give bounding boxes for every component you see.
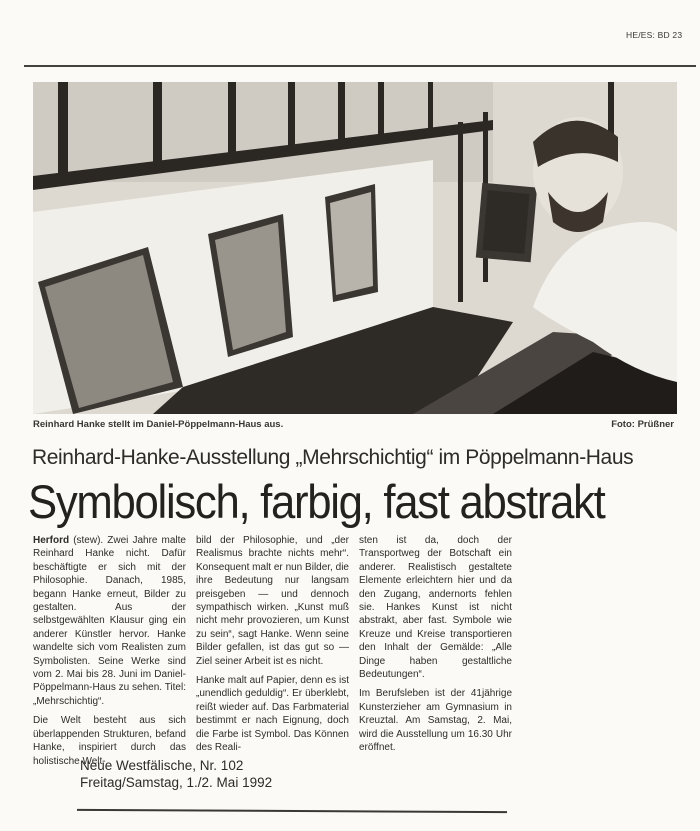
source-publication: Neue Westfälische, Nr. 102 — [80, 758, 244, 773]
photo-artist-gallery — [33, 82, 677, 414]
source-note — [80, 758, 272, 791]
page-reference: HE/ES: BD 23 — [626, 30, 683, 40]
article-photo — [33, 82, 677, 414]
article-kicker: Reinhard-Hanke-Ausstellung „Mehrschichtig“ im Pöppelmann-Haus — [32, 446, 634, 469]
article-paragraph: Die Welt besteht aus sich überlappenden Strukturen, befand Hanke, inspiriert durch das holistische Welt- — [33, 715, 186, 767]
source-date: Freitag/Samstag, 1./2. Mai 1992 — [80, 774, 273, 790]
photo-credit: Foto: Prüßner — [611, 419, 674, 430]
article-column-1 — [33, 534, 186, 774]
photo-caption: Reinhard Hanke stellt im Daniel-Pöppelmann-Haus aus. — [33, 419, 284, 430]
top-rule — [24, 65, 696, 67]
paragraph-text: (stew). Zwei Jahre malte Reinhard Hanke nicht. Dafür beschäftigte er sich mit der Philosophie. Danach, 1985, begann Hanke erneut, Bilder zu gestalten. Aus der selbstgewählten Klausur ging ein anderer Künstler hervor. Hanke wandelte sich vom Realisten zum Symbolisten. Seine Werke sind vom 2. Mai bis 28. Juni im Daniel-Pöppelmann-Haus zu sehen. Titel: „Mehrschichtig“. — [33, 535, 186, 707]
article-column-3 — [359, 534, 512, 774]
article-paragraph: sten ist da, doch der Transportweg der Botschaft ein anderer. Realistisch gestaltete Elemente erleichtern hier und da den Zugang, andernorts fehlen sie. Hankes Kunst ist nicht abstrakt, aber fast. Symbole wie Kreuze und Kreise transportieren den Inhalt der Gemälde: „Alle Dinge haben gestaltliche Bedeutungen“. — [359, 535, 512, 681]
article-paragraph: Hanke malt auf Papier, denn es ist „unendlich geduldig“. Er überklebt, reißt wieder auf. Das Farbmaterial bestimmt er nach Eignung, doch die Farbe ist Symbol. Das Können des Reali- — [196, 675, 349, 754]
article-paragraph: Im Berufsleben ist der 41jährige Kunsterzieher am Gymnasium in Kreuztal. Am Samstag, 2. Mai, wird die Ausstellung um 16.30 Uhr eröffnet. — [359, 688, 512, 754]
article-headline: Symbolisch, farbig, fast abstrakt — [28, 475, 605, 528]
article-paragraph: bild der Philosophie, und „der Realismus brachte nichts mehr“. Konsequent malt er nun Bilder, die ihre Bedeutung nur langsam preisgeben — und dennoch sympathisch wirken. „Kunst muß nicht mehr provozieren, um Kunst zu sein“, sagt Hanke. Wenn seine Bilder gefallen, ist das gut so — Ziel seiner Arbeit ist es nicht. — [196, 535, 349, 667]
article-column-2 — [196, 534, 349, 774]
article-paragraph — [33, 534, 186, 708]
bottom-rule — [77, 809, 507, 813]
dateline: Herford — [33, 535, 70, 546]
article-body — [33, 534, 678, 774]
